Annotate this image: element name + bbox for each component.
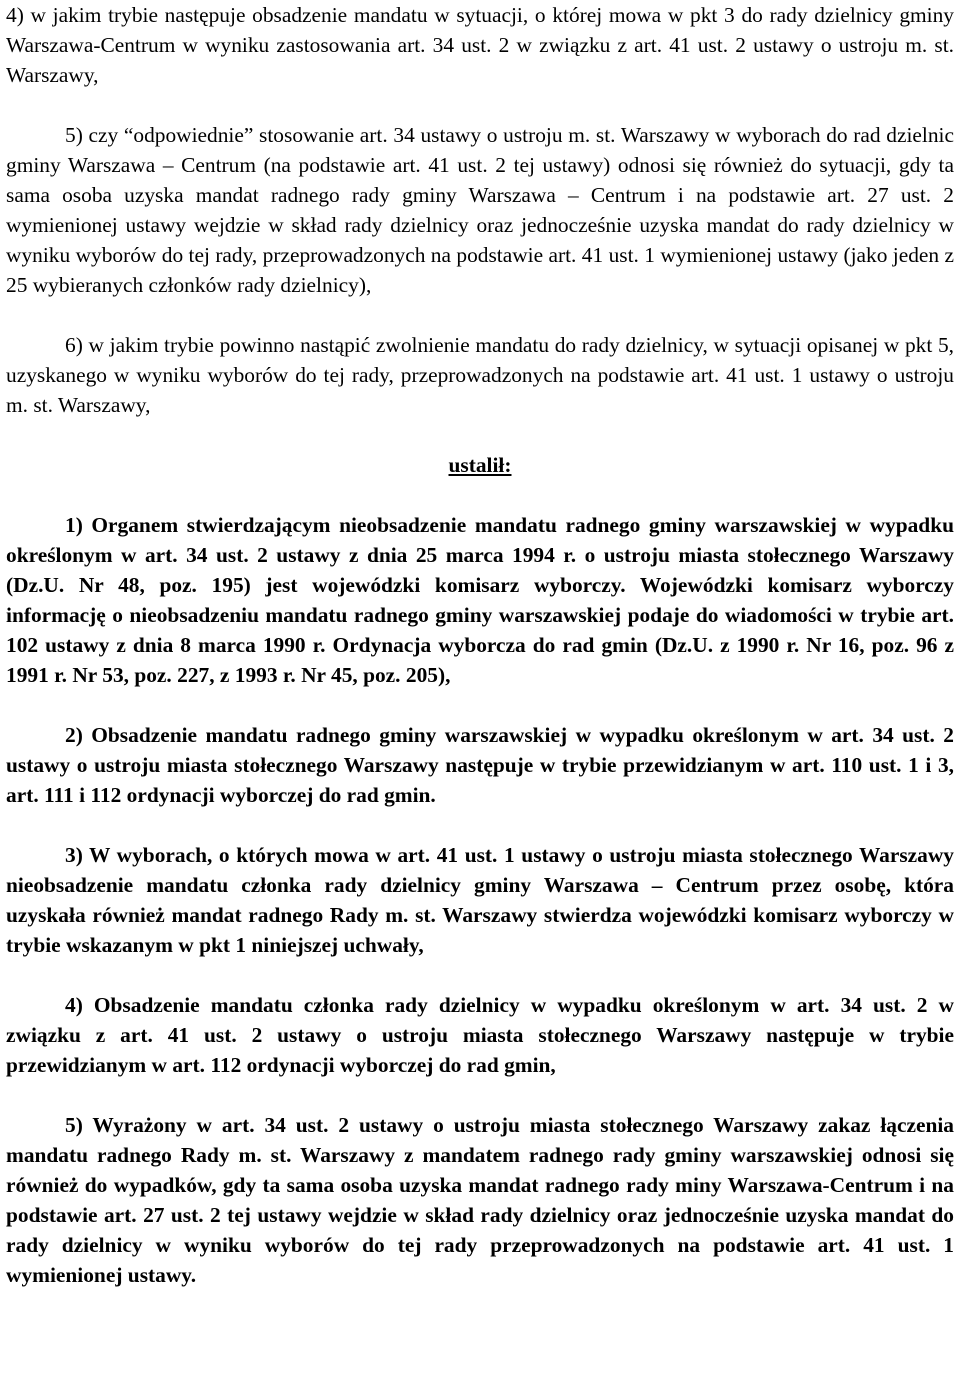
question-paragraph-4: 4) w jakim trybie następuje obsadzenie mandatu w sytuacji, o której mowa w pkt 3 do rady dzielnicy gminy Warszawa-Centrum w wyniku zastosowania art. 34 ust. 2 w związku z art. 41 ust. 2 ustawy o ustroju m. st. Warszawy,: [6, 3, 954, 87]
resolution-paragraph-4: 4) Obsadzenie mandatu członka rady dzielnicy w wypadku określonym w art. 34 ust. 2 w związku z art. 41 ust. 2 ustawy o ustroju miasta stołecznego Warszawy następuje w trybie przewidzianym w art. 112 ordynacji wyborczej do rad gmin,: [6, 993, 954, 1077]
resolution-paragraph-3: 3) W wyborach, o których mowa w art. 41 ust. 1 ustawy o ustroju miasta stołecznego Warszawy nieobsadzenie mandatu członka rady dzielnicy gminy Warszawa – Centrum przez osobę, która uzyskała również mandat radnego Rady m. st. Warszawy stwierdza wojewódzki komisarz wyborczy w trybie wskazanym w pkt 1 niniejszej uchwały,: [6, 843, 954, 957]
document-page: [6, 0, 954, 1290]
question-paragraph-6: 6) w jakim trybie powinno nastąpić zwolnienie mandatu do rady dzielnicy, w sytuacji opisanej w pkt 5, uzyskanego w wyniku wyborów do tej rady, przeprowadzonych na podstawie art. 41 ust. 1 ustawy o ustroju m. st. Warszawy,: [6, 333, 954, 417]
resolution-paragraph-1: 1) Organem stwierdzającym nieobsadzenie mandatu radnego gminy warszawskiej w wypadku określonym w art. 34 ust. 2 ustawy z dnia 25 marca 1994 r. o ustroju miasta stołecznego Warszawy (Dz.U. Nr 48, poz. 195) jest wojewódzki komisarz wyborczy. Wojewódzki komisarz wyborczy informację o nieobsadzeniu mandatu radnego gminy warszawskiej podaje do wiadomości w trybie art. 102 ustawy z dnia 8 marca 1990 r. Ordynacja wyborcza do rad gmin (Dz.U. z 1990 r. Nr 16, poz. 96 z 1991 r. Nr 53, poz. 227, z 1993 r. Nr 45, poz. 205),: [6, 513, 954, 687]
resolution-heading: ustalił:: [448, 453, 512, 477]
resolution-paragraph-2: 2) Obsadzenie mandatu radnego gminy warszawskiej w wypadku określonym w art. 34 ust. 2 ustawy o ustroju miasta stołecznego Warszawy następuje w trybie przewidzianym w art. 110 ust. 1 i 3, art. 111 i 112 ordynacji wyborczej do rad gmin.: [6, 723, 954, 807]
question-paragraph-5: 5) czy “odpowiednie” stosowanie art. 34 ustawy o ustroju m. st. Warszawy w wyborach do rad dzielnic gminy Warszawa – Centrum (na podstawie art. 41 ust. 2 tej ustawy) odnosi się również do sytuacji, gdy ta sama osoba uzyska mandat radnego rady gminy Warszawa – Centrum i na podstawie art. 27 ust. 2 wymienionej ustawy wejdzie w skład rady dzielnicy oraz jednocześnie uzyska mandat do rady dzielnicy w wyniku wyborów do tej rady, przeprowadzonych na podstawie art. 41 ust. 1 wymienionej ustawy (jako jeden z 25 wybieranych członków rady dzielnicy),: [6, 123, 954, 297]
resolution-paragraph-5: 5) Wyrażony w art. 34 ust. 2 ustawy o ustroju miasta stołecznego Warszawy zakaz łączenia mandatu radnego Rady m. st. Warszawy z mandatem radnego rady gminy warszawskiej odnosi się również do wypadków, gdy ta sama osoba uzyska mandat radnego rady miny Warszawa-Centrum i na podstawie art. 27 ust. 2 tej ustawy wejdzie w skład rady dzielnicy oraz jednocześnie uzyska mandat do rady dzielnicy w wyniku wyborów do tej rady przeprowadzonych na podstawie art. 41 ust. 1 wymienionej ustawy.: [6, 1113, 954, 1287]
